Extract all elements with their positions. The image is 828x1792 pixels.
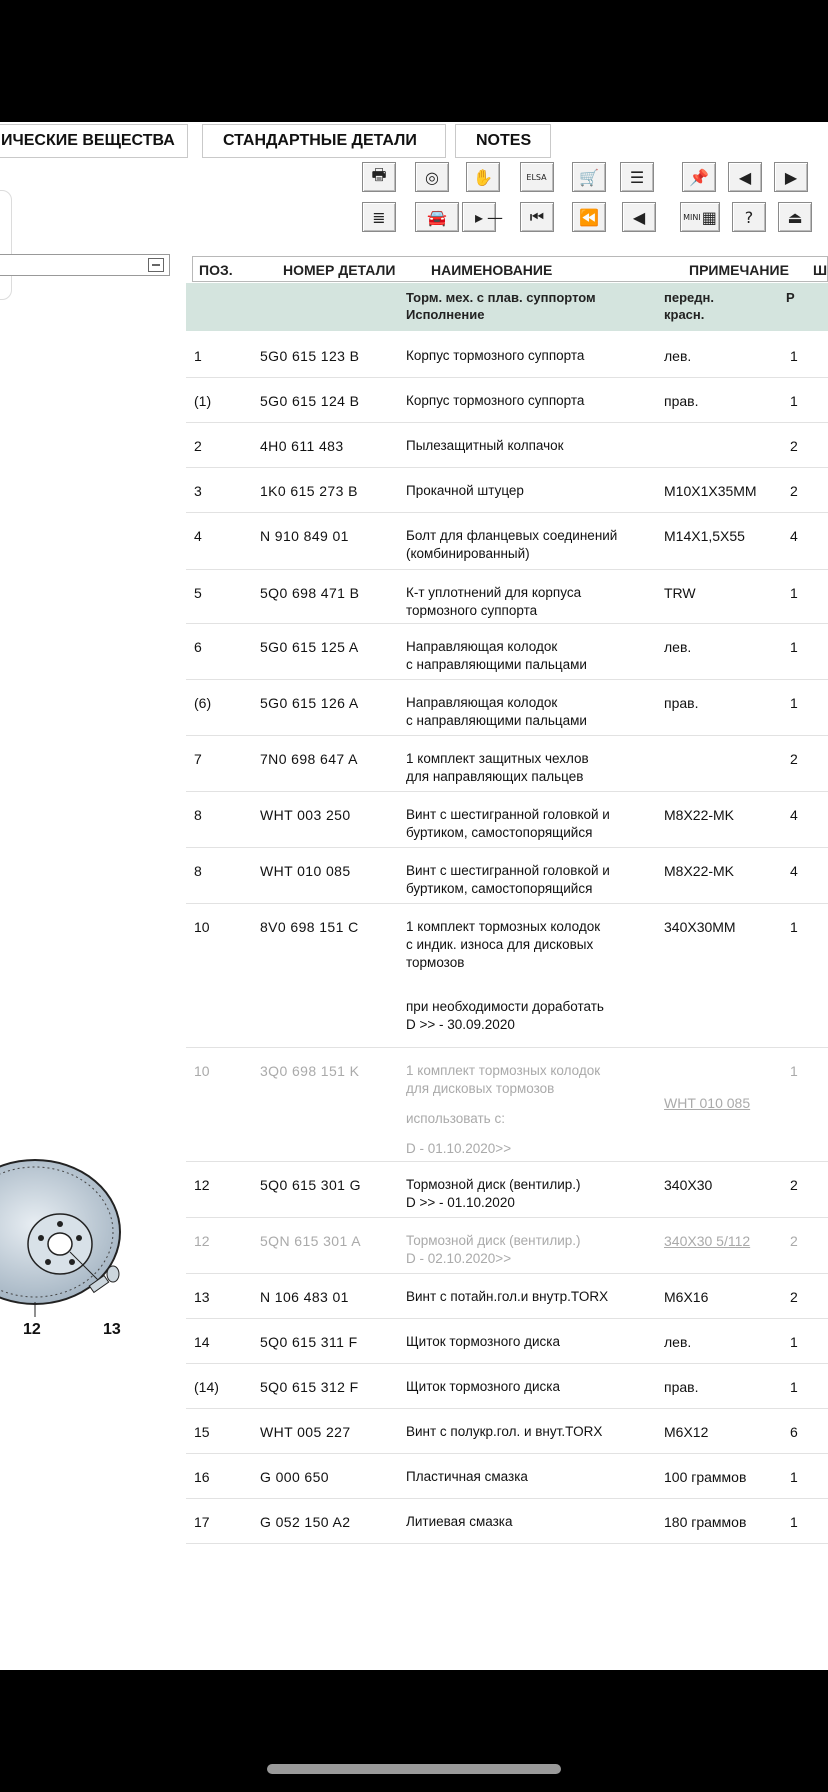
row-name: для направляющих пальцев [406,769,584,784]
back-icon[interactable]: ◀ [622,202,656,232]
field-toggle-icon[interactable] [148,258,164,272]
col-part-number: НОМЕР ДЕТАЛИ [283,262,396,278]
elsa-label: ELSA [526,172,547,182]
list-icon[interactable]: ≣ [362,202,396,232]
table-row[interactable] [186,1274,828,1319]
group-header-row [186,283,828,331]
next-page-icon[interactable]: ▶ [774,162,808,192]
row-qty: 1 [790,1379,798,1395]
row-note: лев. [664,1334,692,1350]
row-position: 17 [194,1514,210,1530]
figure-label-13: 13 [103,1321,121,1338]
table-row[interactable] [186,423,828,468]
row-name: К-т уплотнений для корпуса [406,585,582,600]
row-qty: 1 [790,639,798,655]
first-icon[interactable]: ⏮ [520,202,554,232]
group-name-2: Исполнение [406,307,485,322]
table-row[interactable] [186,792,828,848]
row-name: тормозов [406,955,465,970]
row-part-number: 5Q0 615 312 F [260,1379,359,1395]
row-qty: 4 [790,863,798,879]
row-name: Винт с полукр.гол. и внут.TORX [406,1424,603,1439]
table-row[interactable] [186,468,828,513]
table-row[interactable] [186,680,828,736]
row-name: с индик. износа для дисковых [406,937,594,952]
prev-page-icon[interactable]: ◀ [728,162,762,192]
row-position: 1 [194,348,202,364]
group-note-2: красн. [664,307,705,322]
row-part-number: G 052 150 A2 [260,1514,351,1530]
row-name: с направляющими пальцами [406,657,587,672]
row-position: 12 [194,1177,210,1193]
row-part-number: 4H0 611 483 [260,438,344,454]
row-name: 1 комплект тормозных колодок [406,1063,601,1078]
row-qty: 2 [790,1177,798,1193]
status-bar [0,0,828,122]
row-name: буртиком, самостопорящийся [406,825,593,840]
row-part-number: N 910 849 01 [260,528,349,544]
tab-notes[interactable]: NOTES [455,124,551,158]
col-note: ПРИМЕЧАНИЕ [689,262,789,278]
row-extra-note: при необходимости доработать [406,999,604,1014]
exit-icon[interactable]: ⏏ [778,202,812,232]
row-position: 15 [194,1424,210,1440]
row-name: Литиевая смазка [406,1514,513,1529]
row-name: 1 комплект защитных чехлов [406,751,589,766]
printer-icon[interactable]: 🖶 [362,162,396,192]
table-row[interactable] [186,333,828,378]
table-row[interactable] [186,1499,828,1544]
row-part-number: N 106 483 01 [260,1289,349,1305]
table-row[interactable] [186,1454,828,1499]
row-name: тормозного суппорта [406,603,538,618]
row-note: M10X1X35MM [664,483,757,499]
table-row[interactable] [186,1048,828,1162]
row-qty: 2 [790,751,798,767]
row-note: 180 граммов [664,1514,747,1530]
row-note: 100 граммов [664,1469,747,1485]
row-qty: 6 [790,1424,798,1440]
row-position: 3 [194,483,202,499]
row-part-number: 5G0 615 125 A [260,639,359,655]
row-position: 10 [194,919,210,935]
row-extra-note: использовать с: [406,1111,505,1126]
row-part-number: 5Q0 615 301 G [260,1177,361,1193]
row-name: Пластичная смазка [406,1469,528,1484]
table-row[interactable] [186,1364,828,1409]
row-part-number: 8V0 698 151 C [260,919,359,935]
row-note: TRW [664,585,696,601]
row-name: D - 02.10.2020>> [406,1251,512,1266]
cd-icon[interactable]: ◎ [415,162,449,192]
row-part-number: 5Q0 615 311 F [260,1334,358,1350]
row-name: Тормозной диск (вентилир.) [406,1233,581,1248]
tab-standard-parts[interactable]: СТАНДАРТНЫЕ ДЕТАЛИ [202,124,446,158]
row-name: (комбинированный) [406,546,530,561]
row-name: Щиток тормозного диска [406,1334,560,1349]
row-part-number: 5G0 615 124 B [260,393,360,409]
row-note: прав. [664,1379,699,1395]
row-part-number: WHT 010 085 [260,863,351,879]
table-row[interactable] [186,904,828,1048]
row-qty: 1 [790,348,798,364]
row-name: Болт для фланцевых соединений [406,528,618,543]
row-position: 2 [194,438,202,454]
row-note: M6X12 [664,1424,709,1440]
table-row[interactable] [186,570,828,624]
row-name: Прокачной штуцер [406,483,524,498]
row-name: Пылезащитный колпачок [406,438,564,453]
row-qty: 4 [790,807,798,823]
row-qty: 1 [790,1514,798,1530]
row-qty: 1 [790,1334,798,1350]
row-position: 8 [194,807,202,823]
tab-chemicals[interactable]: ИЧЕСКИЕ ВЕЩЕСТВА [0,124,188,158]
row-note: 340X30MM [664,919,736,935]
row-qty: 1 [790,919,798,935]
row-name: с направляющими пальцами [406,713,587,728]
table-row[interactable] [186,513,828,570]
left-panel-card [0,190,12,300]
row-note: M6X16 [664,1289,709,1305]
tab-bar [0,122,828,160]
row-note: 340X30 5/112 [664,1233,751,1249]
row-name: Направляющая колодок [406,695,558,710]
row-part-number: 1K0 615 273 B [260,483,358,499]
row-name: Корпус тормозного суппорта [406,393,585,408]
row-qty: 1 [790,585,798,601]
row-position: 8 [194,863,202,879]
row-extra-note: D - 01.10.2020>> [406,1141,512,1156]
row-qty: 1 [790,393,798,409]
row-position: (1) [194,393,212,409]
group-name-1: Торм. мех. с плав. суппортом [406,290,596,305]
cart-icon[interactable]: 🛒 [572,162,606,192]
row-note: M14X1,5X55 [664,528,745,544]
row-note: прав. [664,393,699,409]
row-name: Винт с потайн.гол.и внутр.TORX [406,1289,609,1304]
row-name: Корпус тормозного суппорта [406,348,585,363]
help-icon[interactable] [732,202,766,232]
row-position: (6) [194,695,212,711]
table-row[interactable] [186,1218,828,1274]
row-note: M8X22-MK [664,807,735,823]
minus-icon[interactable]: — [487,207,503,227]
table-row[interactable] [186,624,828,680]
row-position: 14 [194,1334,210,1350]
elsa-icon[interactable] [520,162,554,192]
home-indicator[interactable] [267,1764,561,1774]
table-row[interactable] [186,378,828,423]
row-position: (14) [194,1379,219,1395]
play-icon[interactable]: ▸ [462,202,496,232]
row-position: 5 [194,585,202,601]
row-note: M8X22-MK [664,863,735,879]
row-part-number: 5G0 615 126 A [260,695,359,711]
brake-disc-illustration [0,1152,160,1352]
row-note: лев. [664,639,692,655]
row-qty: 2 [790,483,798,499]
row-position: 6 [194,639,202,655]
row-part-number: 5G0 615 123 B [260,348,360,364]
skip-first-icon[interactable]: ⏪ [572,202,606,232]
row-qty: 1 [790,695,798,711]
row-part-number: 5QN 615 301 A [260,1233,361,1249]
row-name: Щиток тормозного диска [406,1379,560,1394]
row-qty: 1 [790,1469,798,1485]
group-qty: Р [786,290,795,305]
row-name: 1 комплект тормозных колодок [406,919,601,934]
mini-label: MINI [683,212,701,222]
car-icon[interactable]: 🚘 [415,202,459,232]
parts-catalog-screen [0,122,828,1670]
pin-icon[interactable]: 📌 [682,162,716,192]
row-name: Направляющая колодок [406,639,558,654]
cart-list-icon[interactable]: ☰ [620,162,654,192]
row-position: 13 [194,1289,210,1305]
table-row[interactable] [186,1319,828,1364]
row-qty: 2 [790,1233,798,1249]
row-part-number: 3Q0 698 151 K [260,1063,360,1079]
row-extra-note: D >> - 30.09.2020 [406,1017,515,1032]
row-position: 16 [194,1469,210,1485]
mini-calc-icon[interactable]: MINI ▦ [680,202,720,232]
col-name: НАИМЕНОВАНИЕ [431,262,553,278]
row-qty: 1 [790,1063,798,1079]
row-name: буртиком, самостопорящийся [406,881,593,896]
row-note: 340X30 [664,1177,713,1193]
handshake-icon[interactable]: ✋ [466,162,500,192]
row-part-number: 7N0 698 647 A [260,751,358,767]
row-part-number: WHT 003 250 [260,807,351,823]
col-qty: Ш [813,262,828,278]
row-name: Винт с шестигранной головкой и [406,807,610,822]
row-position: 4 [194,528,202,544]
group-note-1: передн. [664,290,714,305]
row-part-number: 5Q0 698 471 B [260,585,360,601]
row-qty: 4 [790,528,798,544]
row-position: 10 [194,1063,210,1079]
row-qty: 2 [790,438,798,454]
table-row[interactable] [186,1162,828,1218]
table-header [192,256,828,282]
row-part-number: WHT 005 227 [260,1424,351,1440]
row-qty: 2 [790,1289,798,1305]
table-row[interactable] [186,736,828,792]
row-link-note[interactable]: WHT 010 085 [664,1095,751,1111]
table-row[interactable] [186,1409,828,1454]
row-note: лев. [664,348,692,364]
row-name: D >> - 01.10.2020 [406,1195,515,1210]
row-name: для дисковых тормозов [406,1081,555,1096]
row-position: 7 [194,751,202,767]
row-note: прав. [664,695,699,711]
help-label: ? [744,207,754,227]
row-part-number: G 000 650 [260,1469,329,1485]
row-position: 12 [194,1233,210,1249]
search-field[interactable] [0,254,170,276]
table-row[interactable] [186,848,828,904]
row-name: Тормозной диск (вентилир.) [406,1177,581,1192]
row-name: Винт с шестигранной головкой и [406,863,610,878]
figure-label-12: 12 [23,1321,41,1338]
col-pos: ПОЗ. [199,262,233,278]
